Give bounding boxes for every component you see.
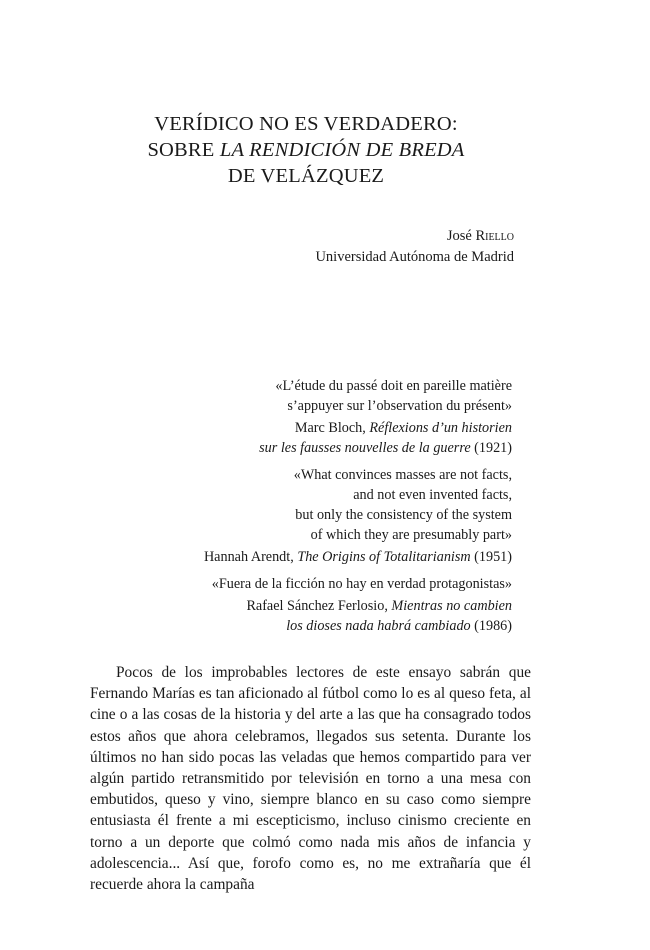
author-surname: Riello — [475, 228, 514, 244]
epigraph-attribution-cont — [92, 616, 512, 636]
epigraph-author: Marc Bloch, — [294, 420, 370, 436]
epigraph-1 — [92, 376, 512, 458]
title-line-3: DE VELÁZQUEZ — [227, 165, 385, 187]
epigraph-attribution — [92, 596, 512, 616]
epigraph-line: «L’étude du passé doit en pareille matière — [275, 378, 512, 394]
article-title — [88, 111, 524, 189]
author-given-name: José — [446, 228, 476, 244]
epigraph-line: «What convinces masses are not facts, — [293, 467, 512, 483]
epigraph-work: Réflexions d’un historien — [369, 420, 512, 436]
epigraph-author: Hannah Arendt, — [203, 549, 298, 565]
title-line-1: VERÍDICO NO ES VERDADERO: — [154, 113, 458, 135]
author-affiliation: Universidad Autónoma de Madrid — [315, 249, 514, 265]
epigraph-author: Rafael Sánchez Ferlosio, — [246, 598, 392, 614]
epigraph-year: (1986) — [470, 618, 512, 634]
epigraph-line: and not even invented facts, — [353, 487, 512, 503]
epigraph-work: Mientras no cambien — [391, 598, 512, 614]
title-line-2 — [88, 137, 524, 163]
epigraph-attribution — [92, 547, 512, 567]
title-line-2-prefix: SOBRE — [147, 139, 220, 161]
epigraphs — [92, 376, 512, 643]
epigraph-work-cont: sur les fausses nouvelles de la guerre — [259, 440, 471, 456]
epigraph-2 — [92, 465, 512, 567]
epigraph-line: s’appuyer sur l’observation du présent» — [287, 398, 512, 414]
author-block — [315, 226, 514, 268]
epigraph-year: (1921) — [470, 440, 512, 456]
epigraph-attribution-cont — [92, 438, 512, 458]
epigraph-year: (1951) — [470, 549, 512, 565]
epigraph-line: of which they are presumably part» — [310, 527, 512, 543]
epigraph-work-cont: los dioses nada habrá cambiado — [286, 618, 471, 634]
author-name — [315, 226, 514, 247]
body-paragraph: Pocos de los improbables lectores de este ensayo sabrán que Fernando Marías es tan aficionado al fútbol como lo es al queso feta, al cine o a las cosas de la historia y del arte a las que ha consagrado todos estos años que ahora celebramos, llegados sus setenta. Durante los últimos no han sido pocas las veladas que hemos compartido para ver algún partido retransmitido por televisión en torno a una mesa con embutidos, queso y vino, siempre blanco en su caso como siempre entusiasta él frente a mi escepticismo, incluso cinismo creciente en torno a un deporte que colmó como nada mis años de infancia y adolescencia... Así que, forofo como es, no me extrañaría que él recuerde ahora la campaña — [90, 664, 531, 894]
epigraph-attribution — [92, 418, 512, 438]
epigraph-3 — [92, 574, 512, 636]
epigraph-line: but only the consistency of the system — [295, 507, 512, 523]
epigraph-work: The Origins of Totalitarianism — [297, 549, 471, 565]
title-line-2-italic: LA RENDICIÓN DE BREDA — [219, 139, 465, 161]
epigraph-line: «Fuera de la ficción no hay en verdad protagonistas» — [211, 576, 512, 592]
